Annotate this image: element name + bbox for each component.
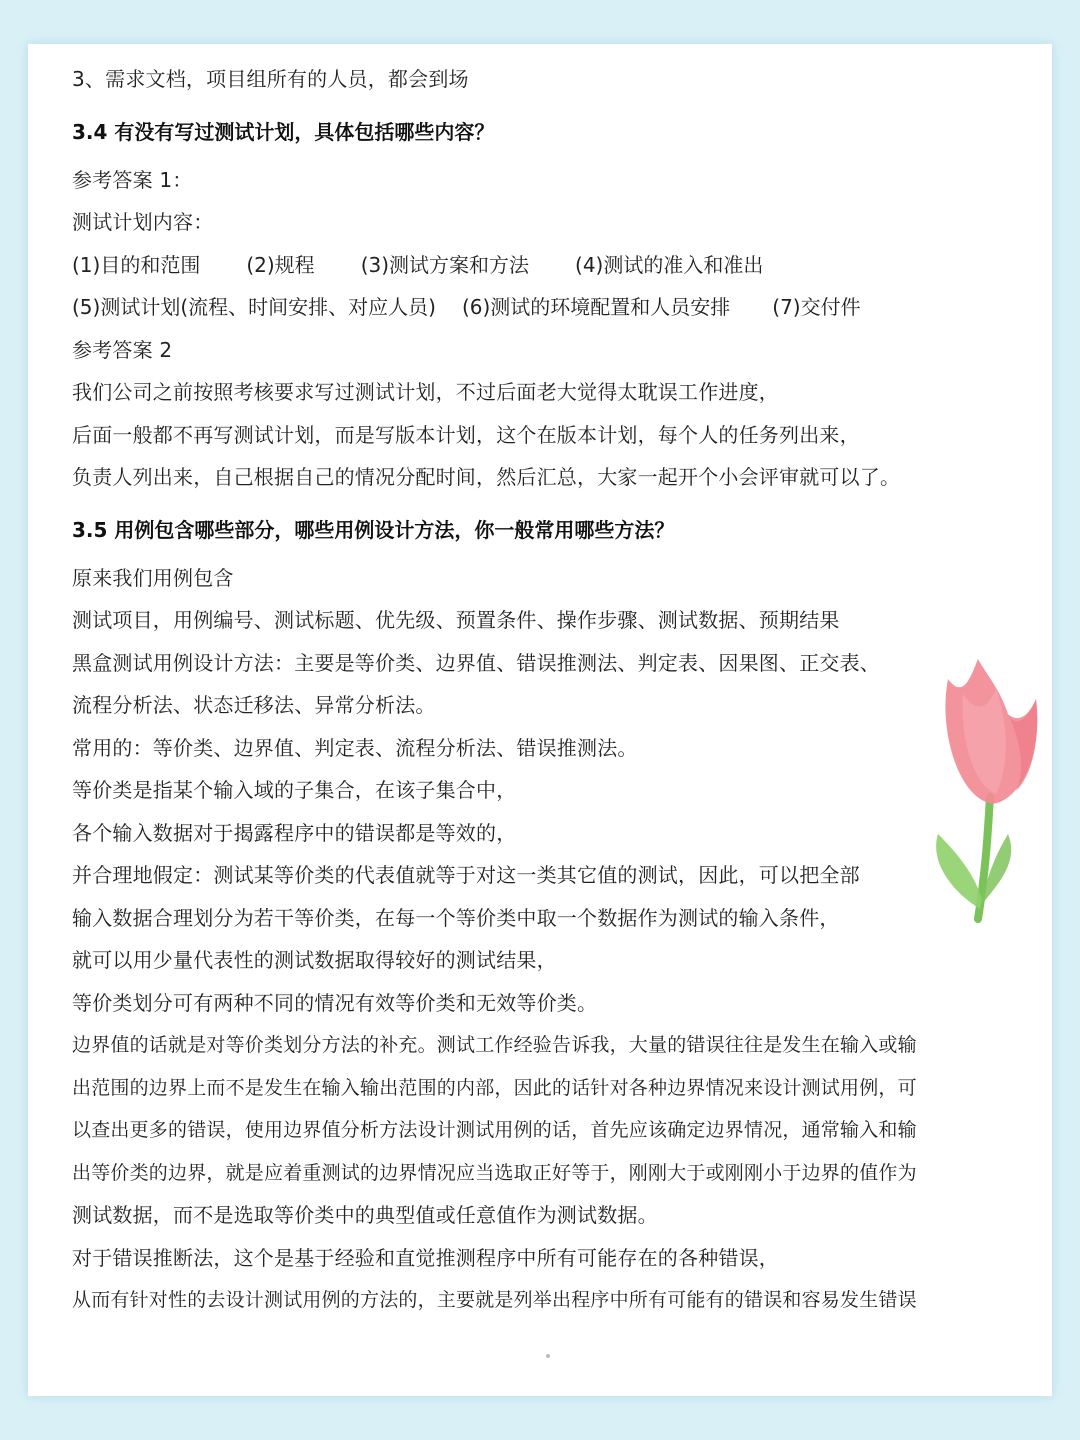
- text-line: 常用的：等价类、边界值、判定表、流程分析法、错误推测法。: [72, 735, 638, 760]
- plan-items-row-1: [72, 244, 1032, 287]
- text-line: 流程分析法、状态迁移法、异常分析法。: [72, 693, 436, 717]
- text-line: 并合理地假定：测试某等价类的代表值就等于对这一类其它值的测试，因此，可以把全部: [72, 863, 860, 887]
- text-line: 对于错误推断法，这个是基于经验和直觉推测程序中所有可能存在的各种错误，: [72, 1245, 779, 1270]
- section-heading-3-5: 3.5 用例包含哪些部分，哪些用例设计方法，你一般常用哪些方法？: [72, 517, 675, 542]
- plan-item: (1)目的和范围: [72, 252, 201, 277]
- text-line: 出等价类的边界，就是应着重测试的边界情况应当选取正好等于，刚刚大于或刚刚小于边界的值作为: [72, 1161, 917, 1184]
- plan-content-label: 测试计划内容：: [72, 210, 214, 234]
- tulip-illustration: [908, 619, 1048, 949]
- plan-items-row-2: [72, 286, 1032, 329]
- text-line: 负责人列出来，自己根据自己的情况分配时间，然后汇总，大家一起开个小会评审就可以了。: [72, 465, 901, 489]
- document-content: [72, 58, 1032, 1322]
- section-heading-3-4: 3.4 有没有写过测试计划，具体包括哪些内容？: [72, 119, 495, 144]
- tulip-leaf: [936, 834, 982, 909]
- decorative-dot: [546, 1354, 550, 1358]
- plan-item: (5)测试计划(流程、时间安排、对应人员): [72, 295, 436, 319]
- text-line: 出范围的边界上而不是发生在输入输出范围的内部，因此的话针对各种边界情况来设计测试用例，可: [72, 1076, 917, 1099]
- text-line: 就可以用少量代表性的测试数据取得较好的测试结果，: [72, 948, 557, 972]
- text-line: 测试数据，而不是选取等价类中的典型值或任意值作为测试数据。: [72, 1203, 658, 1227]
- plan-item: (7)交付件: [772, 295, 861, 319]
- text-line: 以查出更多的错误，使用边界值分析方法设计测试用例的话，首先应该确定边界情况，通常输入和输: [72, 1119, 917, 1141]
- text-line: 输入数据合理划分为若干等价类，在每一个等价类中取一个数据作为测试的输入条件，: [72, 905, 840, 930]
- plan-item: (4)测试的准入和准出: [575, 252, 764, 277]
- text-line: 黑盒测试用例设计方法：主要是等价类、边界值、错误推测法、判定表、因果图、正交表、: [72, 650, 880, 675]
- plan-item: (2)规程: [246, 252, 315, 277]
- text-line: 原来我们用例包含: [72, 565, 234, 590]
- answer1-label: 参考答案 1：: [72, 167, 193, 192]
- text-line: 各个输入数据对于揭露程序中的错误都是等效的，: [72, 820, 517, 845]
- text-line: 我们公司之前按照考核要求写过测试计划，不过后面老大觉得太耽误工作进度，: [72, 380, 779, 404]
- answer2-label: 参考答案 2: [72, 337, 173, 362]
- text-line: 等价类是指某个输入域的子集合，在该子集合中，: [72, 778, 517, 802]
- text-line: 等价类划分可有两种不同的情况有效等价类和无效等价类。: [72, 990, 598, 1015]
- plan-item: (6)测试的环境配置和人员安排: [461, 295, 731, 319]
- text-line: 边界值的话就是对等价类划分方法的补充。测试工作经验告诉我，大量的错误往往是发生在输入或输: [72, 1034, 917, 1056]
- text-line: 从而有针对性的去设计测试用例的方法的，主要就是列举出程序中所有可能有的错误和容易发生错误: [72, 1289, 917, 1311]
- plan-item: (3)测试方案和方法: [360, 252, 530, 277]
- text-line: 3、需求文档，项目组所有的人员，都会到场: [72, 67, 469, 91]
- text-line: 后面一般都不再写测试计划，而是写版本计划，这个在版本计划，每个人的任务列出来，: [72, 422, 860, 447]
- text-line: 测试项目，用例编号、测试标题、优先级、预置条件、操作步骤、测试数据、预期结果: [72, 608, 840, 632]
- document-page: [28, 44, 1052, 1396]
